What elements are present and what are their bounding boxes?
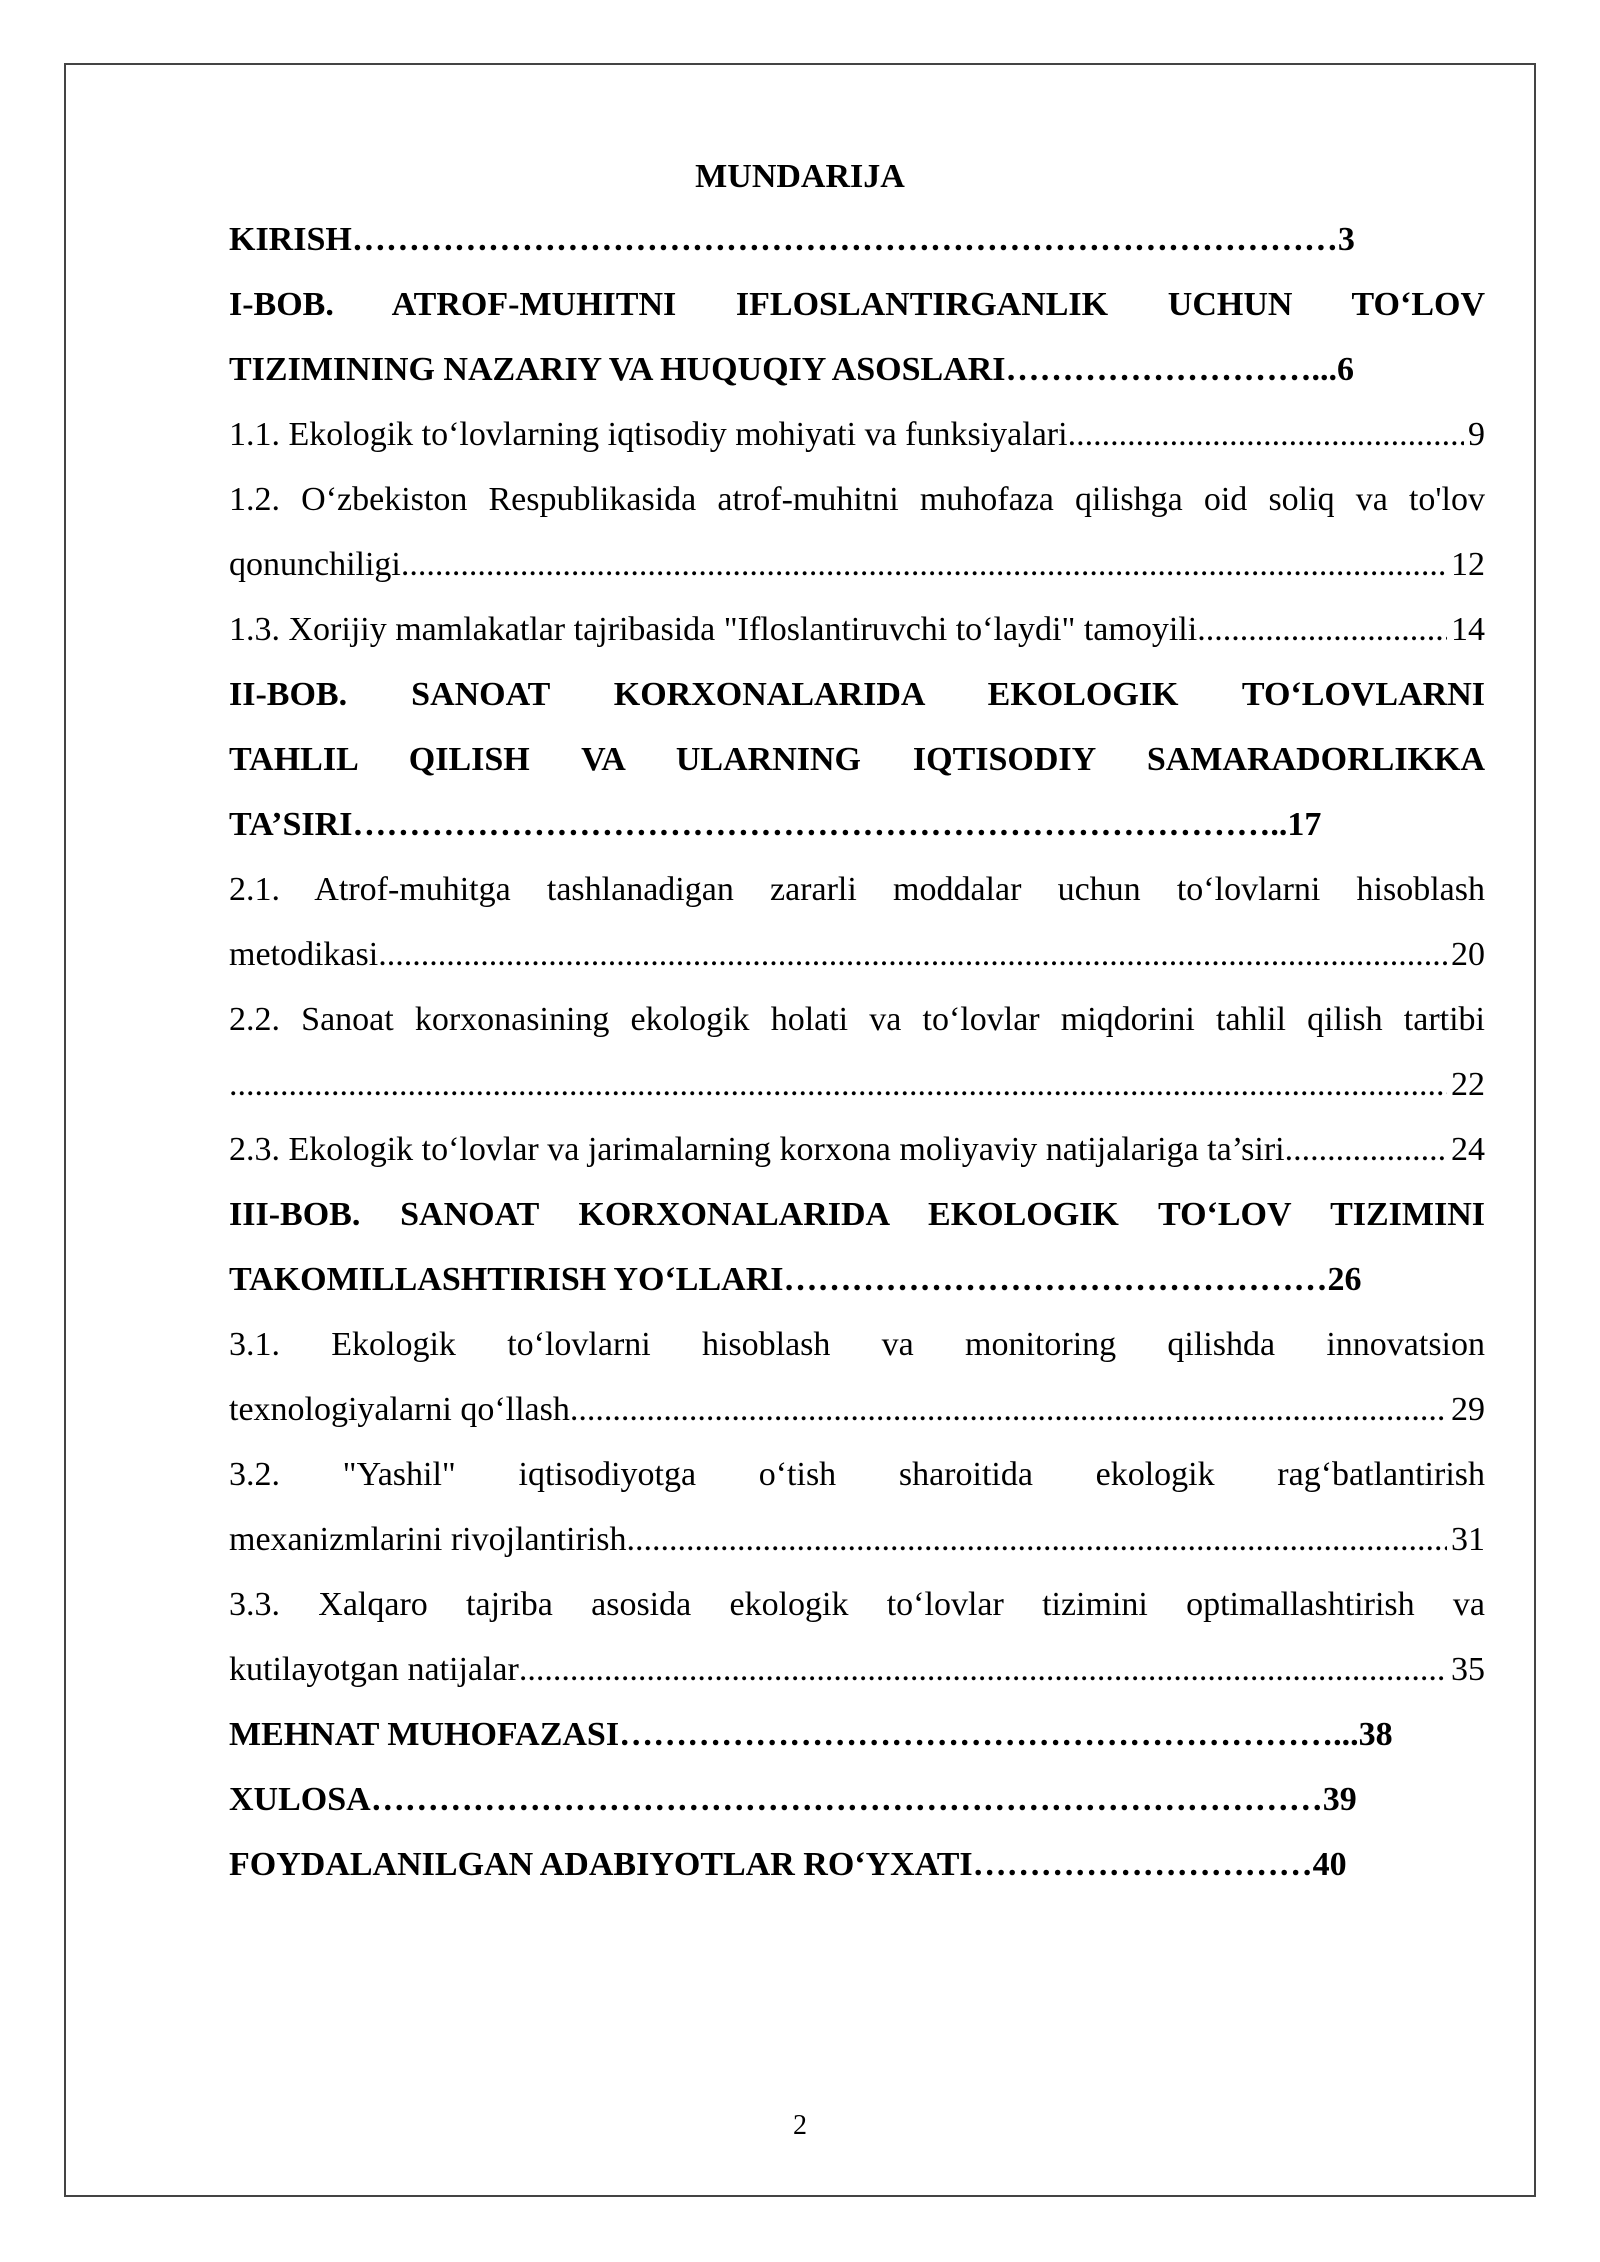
toc-entry-3-2-line2[interactable] [229, 1507, 1485, 1572]
toc-entry-1-2-line1[interactable]: 1.2. O‘zbekiston Respublikasida atrof-muhitni muhofaza qilishga oid soliq va to'lov [229, 481, 1485, 518]
toc-entry-mehnat-muhofazasi[interactable]: MEHNAT MUHOFAZASI………………………………………………………...38 [229, 1716, 1393, 1753]
toc-entry-3-3-line2[interactable] [229, 1637, 1485, 1702]
toc-page-number: 31 [1451, 1521, 1485, 1558]
toc-title: MUNDARIJA [695, 158, 905, 195]
toc-entry-3-1-line2[interactable] [229, 1377, 1485, 1442]
dot-leader [1068, 402, 1464, 467]
toc-entry-text: mexanizmlarini rivojlantirish [229, 1521, 627, 1558]
toc-entry-text: 2.3. Ekologik to‘lovlar va jarimalarning korxona moliyaviy natijalariga ta’siri [229, 1131, 1285, 1168]
toc-entry-adabiyotlar[interactable]: FOYDALANILGAN ADABIYOTLAR RO‘YXATI…………………………40 [229, 1846, 1347, 1883]
toc-page-number: 35 [1451, 1651, 1485, 1688]
toc-chapter-1-heading-line2[interactable]: TIZIMINING NAZARIY VA HUQUQIY ASOSLARI………………………...6 [229, 351, 1355, 388]
dot-leader [229, 1052, 1447, 1117]
dot-leader [1197, 597, 1447, 662]
toc-entry-1-2-line2[interactable] [229, 532, 1485, 597]
toc-entry-2-2-line2[interactable] [229, 1052, 1485, 1117]
toc-entry-text: texnologiyalarni qo‘llash [229, 1391, 570, 1428]
dot-leader [378, 922, 1447, 987]
toc-entry-xulosa[interactable]: XULOSA…………………………………………………………………………39 [229, 1781, 1357, 1818]
toc-entry-1-1[interactable] [229, 402, 1485, 467]
toc-entry-kirish[interactable]: KIRISH……………………………………………………………………………3 [229, 221, 1355, 258]
toc-entry-1-3[interactable] [229, 597, 1485, 662]
toc-entry-3-3-line1[interactable]: 3.3. Xalqaro tajriba asosida ekologik to‘lovlar tizimini optimallashtirish va [229, 1586, 1485, 1623]
toc-entry-2-1-line2[interactable] [229, 922, 1485, 987]
toc-entry-2-1-line1[interactable]: 2.1. Atrof-muhitga tashlanadigan zararli moddalar uchun to‘lovlarni hisoblash [229, 871, 1485, 908]
toc-chapter-2-heading-line1[interactable]: II-BOB. SANOAT KORXONALARIDA EKOLOGIK TO‘LOVLARNI [229, 676, 1485, 713]
dot-leader [519, 1637, 1447, 1702]
toc-chapter-1-heading-line1[interactable]: I-BOB. ATROF-MUHITNI IFLOSLANTIRGANLIK UCHUN TO‘LOV [229, 286, 1485, 323]
toc-entry-2-2-line1[interactable]: 2.2. Sanoat korxonasining ekologik holati va to‘lovlar miqdorini tahlil qilish tartibi [229, 1001, 1485, 1038]
toc-page-number: 20 [1451, 936, 1485, 973]
toc-entry-text: 1.3. Xorijiy mamlakatlar tajribasida "Ifloslantiruvchi to‘laydi" tamoyili [229, 611, 1198, 648]
toc-chapter-3-heading-line2[interactable]: TAKOMILLASHTIRISH YO‘LLARI…………………………………………26 [229, 1261, 1362, 1298]
toc-page-number: 14 [1451, 611, 1485, 648]
dot-leader [627, 1507, 1447, 1572]
table-of-contents [229, 207, 1485, 1897]
dot-leader [401, 532, 1447, 597]
toc-page-number: 22 [1451, 1066, 1485, 1103]
dot-leader [1285, 1117, 1447, 1182]
page-number: 2 [793, 2110, 807, 2141]
toc-chapter-2-heading-line3[interactable]: TA’SIRI………………………………………………………………………..17 [229, 806, 1322, 843]
toc-page-number: 9 [1468, 416, 1485, 453]
toc-page-number: 29 [1451, 1391, 1485, 1428]
toc-entry-3-2-line1[interactable]: 3.2. "Yashil" iqtisodiyotga o‘tish sharoitida ekologik rag‘batlantirish [229, 1456, 1485, 1493]
dot-leader [570, 1377, 1447, 1442]
toc-chapter-3-heading-line1[interactable]: III-BOB. SANOAT KORXONALARIDA EKOLOGIK TO‘LOV TIZIMINI [229, 1196, 1485, 1233]
toc-entry-text: metodikasi [229, 936, 379, 973]
toc-page-number: 24 [1451, 1131, 1485, 1168]
toc-entry-text: qonunchiligi [229, 546, 401, 583]
toc-page-number: 12 [1451, 546, 1485, 583]
toc-entry-text: 1.1. Ekologik to‘lovlarning iqtisodiy mohiyati va funksiyalari [229, 416, 1068, 453]
toc-chapter-2-heading-line2[interactable]: TAHLIL QILISH VA ULARNING IQTISODIY SAMARADORLIKKA [229, 741, 1485, 778]
toc-entry-text: kutilayotgan natijalar [229, 1651, 519, 1688]
toc-entry-2-3[interactable] [229, 1117, 1485, 1182]
toc-entry-3-1-line1[interactable]: 3.1. Ekologik to‘lovlarni hisoblash va monitoring qilishda innovatsion [229, 1326, 1485, 1363]
